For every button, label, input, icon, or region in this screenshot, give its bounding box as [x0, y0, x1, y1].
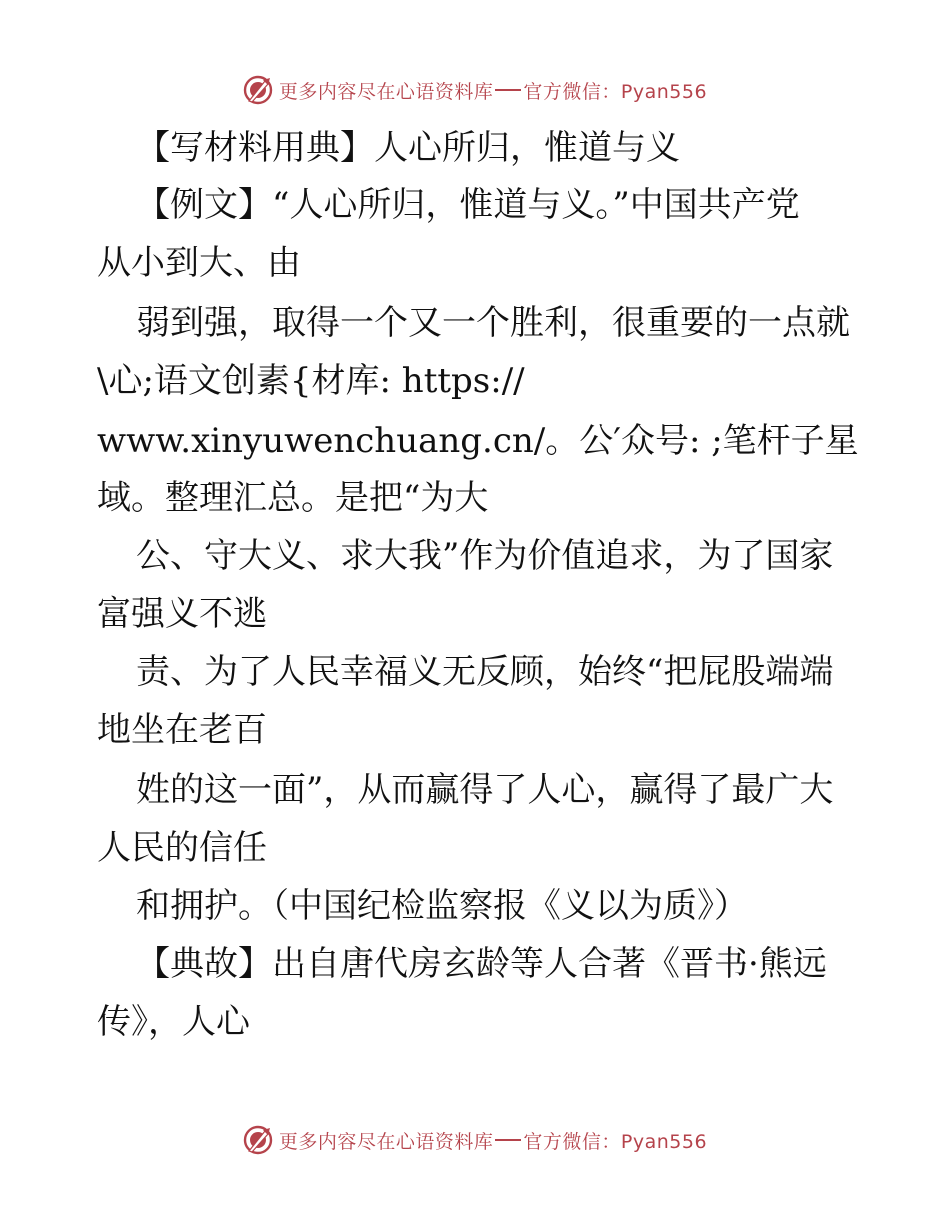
body-line: 和拥护。（中国纪检监察报《义以为质》）	[136, 886, 748, 926]
banner-dash-divider	[495, 89, 521, 91]
banner-dash-divider	[495, 1139, 521, 1141]
body-line: 地坐在老百	[97, 710, 267, 750]
header-banner	[0, 70, 950, 110]
body-line: 公、守大义、求大我”作为价值追求，为了国家	[136, 536, 834, 576]
body-line: 域。整理汇总。是把“为大	[97, 478, 489, 518]
quill-pen-logo-icon	[243, 1125, 273, 1155]
body-line: 弱到强，取得一个又一个胜利，很重要的一点就	[136, 303, 850, 343]
body-line: 从小到大、由	[97, 243, 301, 283]
footer-banner	[0, 1120, 950, 1160]
quill-pen-logo-icon	[243, 75, 273, 105]
body-line: 传》，人心	[97, 1002, 250, 1042]
banner-site-text: 更多内容尽在心语资料库	[278, 1130, 494, 1153]
body-line: \心;语文创素{材库: https://	[97, 361, 525, 401]
body-line: 【例文】“人心所归，惟道与义。”中国共产党	[136, 185, 800, 225]
banner-wechat-text: 官方微信：Pyan556	[523, 1130, 708, 1153]
banner-wechat-text: 官方微信：Pyan556	[523, 80, 708, 103]
body-line: 富强义不逃	[97, 594, 267, 634]
banner-site-text: 更多内容尽在心语资料库	[278, 80, 494, 103]
body-line: www.xinyuwenchuang.cn/。公′众号: ;笔杆子星	[97, 421, 859, 461]
body-line: 【写材料用典】人心所归，惟道与义	[136, 128, 680, 168]
body-line: 责、为了人民幸福义无反顾，始终“把屁股端端	[136, 652, 834, 692]
body-line: 姓的这一面”，从而赢得了人心，赢得了最广大	[136, 770, 834, 810]
body-line: 【典故】出自唐代房玄龄等人合著《晋书·熊远	[136, 944, 827, 984]
body-line: 人民的信任	[97, 828, 267, 868]
